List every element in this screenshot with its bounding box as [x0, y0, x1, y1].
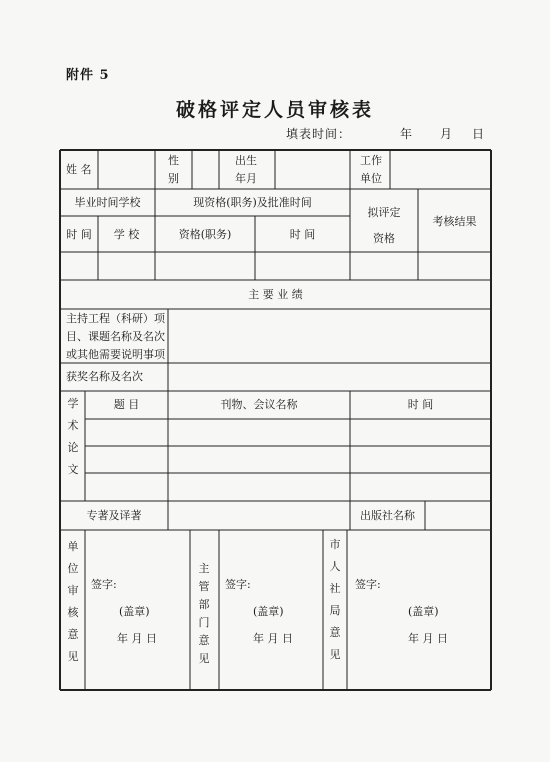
- birth-label: 出生 年月: [235, 154, 257, 185]
- dept-seal-label: (盖章): [253, 605, 284, 618]
- paper-topic-header: 题 目: [113, 398, 140, 411]
- school-label: 学 校: [113, 228, 140, 241]
- work-unit-label: 工作 单位: [360, 154, 382, 185]
- fill-date-label: 填表时间：: [286, 127, 352, 141]
- unit-seal-label: (盖章): [119, 605, 150, 618]
- current-qual-label: 现资格(职务)及批准时间: [193, 196, 312, 209]
- projects-label: 主持工程（科研）项目、课题名称及名次或其他需要说明事项: [66, 312, 165, 361]
- dept-date-label: 年 月 日: [253, 632, 293, 645]
- result-label: 考核结果: [432, 215, 477, 228]
- unit-sign-label: 签字:: [91, 578, 117, 591]
- fill-date-month: 月: [440, 127, 453, 141]
- publisher-label: 出版社名称: [360, 509, 415, 522]
- fill-date-day: 日: [472, 127, 485, 141]
- proposed-qual-label: 拟评定 资格: [367, 206, 401, 245]
- name-label: 姓 名: [66, 163, 92, 176]
- grad-school-label: 毕业时间学校: [74, 196, 141, 209]
- books-label: 专著及译著: [86, 509, 142, 522]
- unit-date-label: 年 月 日: [117, 632, 157, 645]
- dept-sign-label: 签字:: [225, 578, 251, 591]
- bureau-review-label: 市 人 社 局 意 见: [329, 538, 341, 661]
- bureau-date-label: 年 月 日: [408, 632, 448, 645]
- fill-date-year: 年: [400, 127, 413, 141]
- academic-papers-label: 学 术 论 文: [67, 397, 79, 476]
- time-label: 时 间: [66, 228, 92, 241]
- bureau-seal-label: (盖章): [408, 605, 439, 618]
- unit-review-label: 单 位 审 核 意 见: [67, 540, 79, 663]
- gender-label: 性 别: [168, 154, 179, 185]
- approval-time-label: 时 间: [289, 228, 316, 241]
- form-title: 破格评定人员审核表: [175, 99, 374, 121]
- paper-journal-header: 刊物、会议名称: [220, 398, 298, 411]
- qual-label: 资格(职务): [178, 228, 232, 241]
- paper-time-header: 时 间: [407, 398, 434, 411]
- bureau-sign-label: 签字:: [355, 578, 381, 591]
- awards-label: 获奖名称及名次: [66, 370, 143, 383]
- dept-review-label: 主 管 部 门 意 见: [198, 562, 210, 665]
- main-performance-header: 主 要 业 绩: [248, 288, 303, 301]
- attachment-label: 附件 5: [66, 68, 110, 83]
